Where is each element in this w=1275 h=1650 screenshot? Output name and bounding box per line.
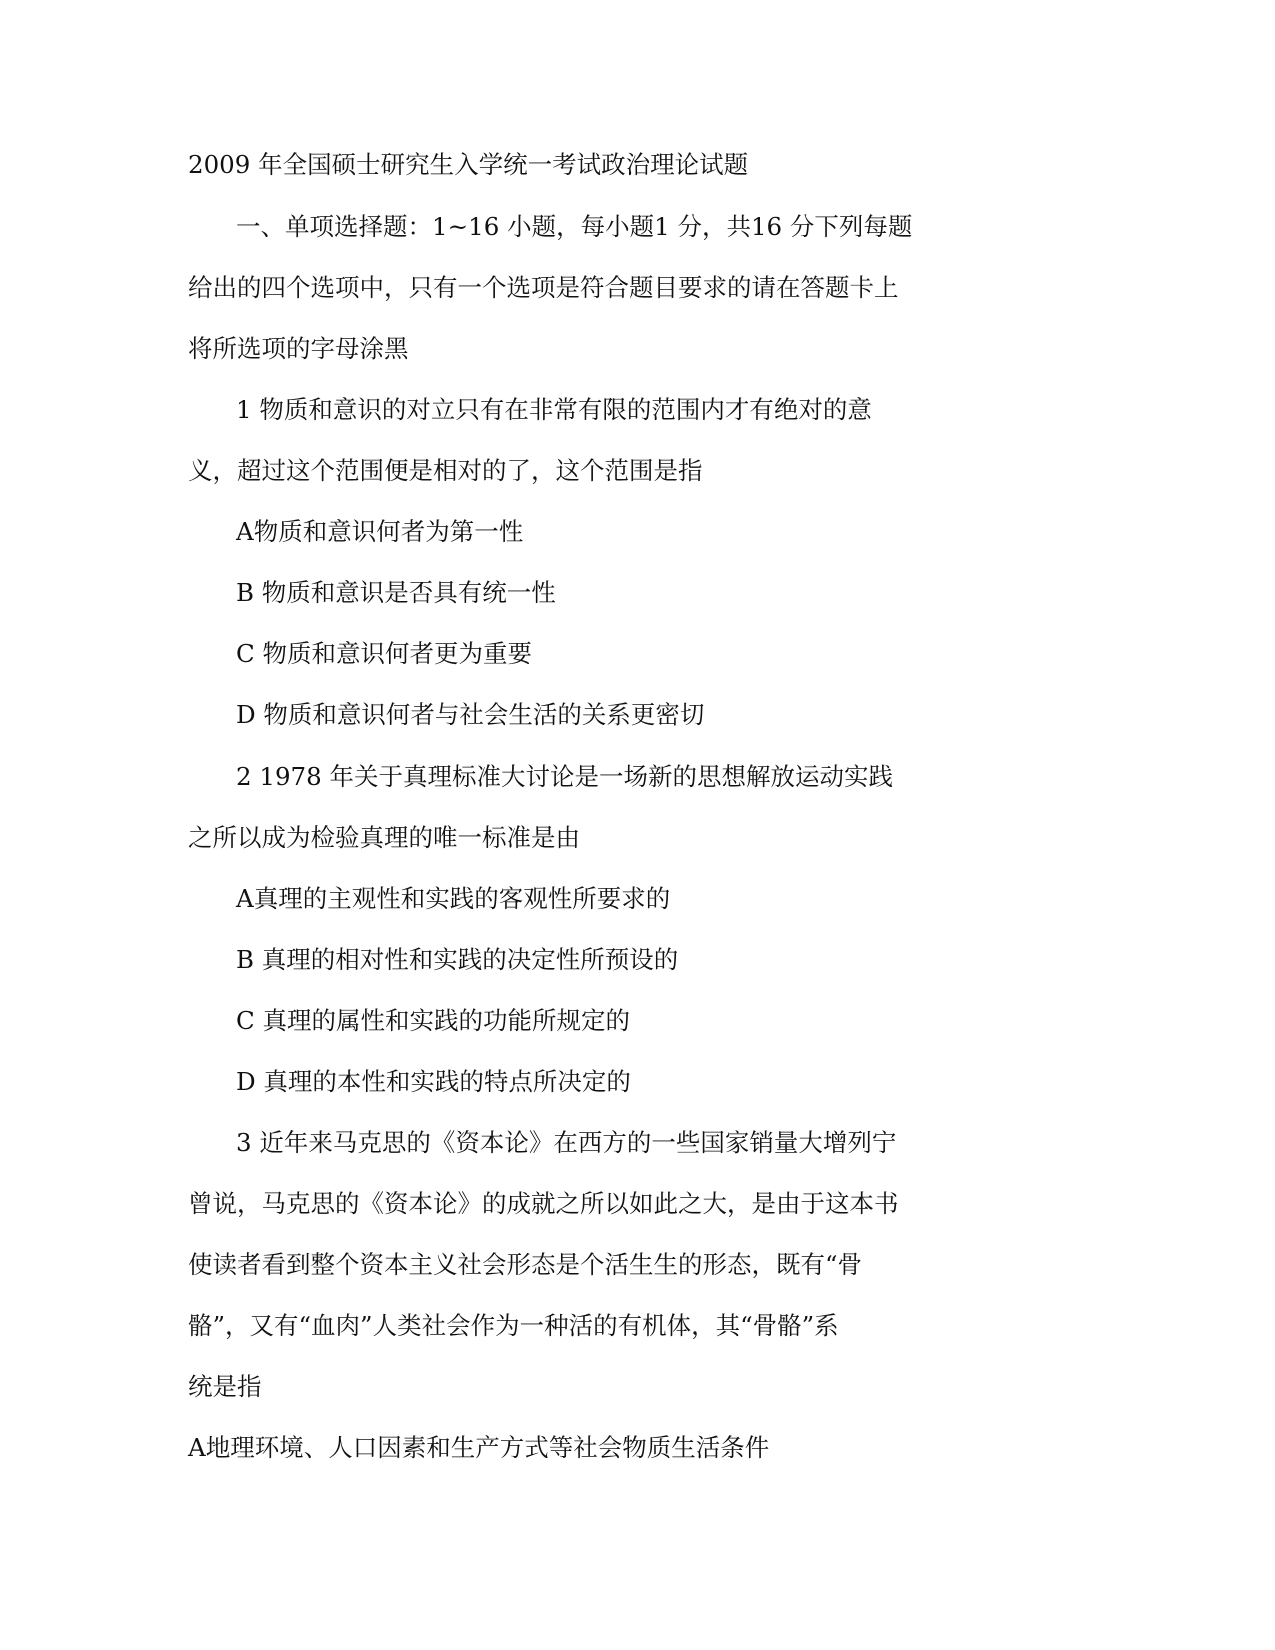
question-2-option-a: A真理的主观性和实践的客观性所要求的 [236,884,671,913]
question-3-stem-line-1: 3 近年来马克思的《资本论》在西方的一些国家销量大增列宁 [236,1128,897,1157]
question-3-stem-line-5: 统是指 [188,1372,262,1401]
question-3-option-a: A地理环境、人口因素和生产方式等社会物质生活条件 [188,1433,770,1462]
question-2-option-d: D 真理的本性和实践的特点所决定的 [236,1067,631,1096]
question-2-stem-line-1: 2 1978 年关于真理标准大讨论是一场新的思想解放运动实践 [236,762,894,791]
section-heading-line-2: 给出的四个选项中，只有一个选项是符合题目要求的请在答题卡上 [188,273,899,302]
question-3-stem-line-4: 骼”，又有“血肉”人类社会作为一种活的有机体，其“骨骼”系 [188,1311,839,1340]
question-3-stem-line-2: 曾说，马克思的《资本论》的成就之所以如此之大，是由于这本书 [188,1189,899,1218]
question-3-stem-line-3: 使读者看到整个资本主义社会形态是个活生生的形态，既有“骨 [188,1250,863,1279]
section-heading-line-1: 一、单项选择题：1~16 小题，每小题1 分，共16 分下列每题 [236,212,913,241]
question-2-option-c: C 真理的属性和实践的功能所规定的 [236,1006,631,1035]
question-1-stem-line-1: 1 物质和意识的对立只有在非常有限的范围内才有绝对的意 [236,395,872,424]
question-2-option-b: B 真理的相对性和实践的决定性所预设的 [236,945,679,974]
question-1-option-c: C 物质和意识何者更为重要 [236,639,533,668]
question-2-stem-line-2: 之所以成为检验真理的唯一标准是由 [188,823,580,852]
document-title: 2009 年全国硕士研究生入学统一考试政治理论试题 [188,150,749,179]
question-1-option-d: D 物质和意识何者与社会生活的关系更密切 [236,700,705,729]
question-1-option-b: B 物质和意识是否具有统一性 [236,578,556,607]
section-heading-line-3: 将所选项的字母涂黑 [188,334,409,363]
question-1-option-a: A物质和意识何者为第一性 [236,517,524,546]
question-1-stem-line-2: 义，超过这个范围便是相对的了，这个范围是指 [188,456,703,485]
